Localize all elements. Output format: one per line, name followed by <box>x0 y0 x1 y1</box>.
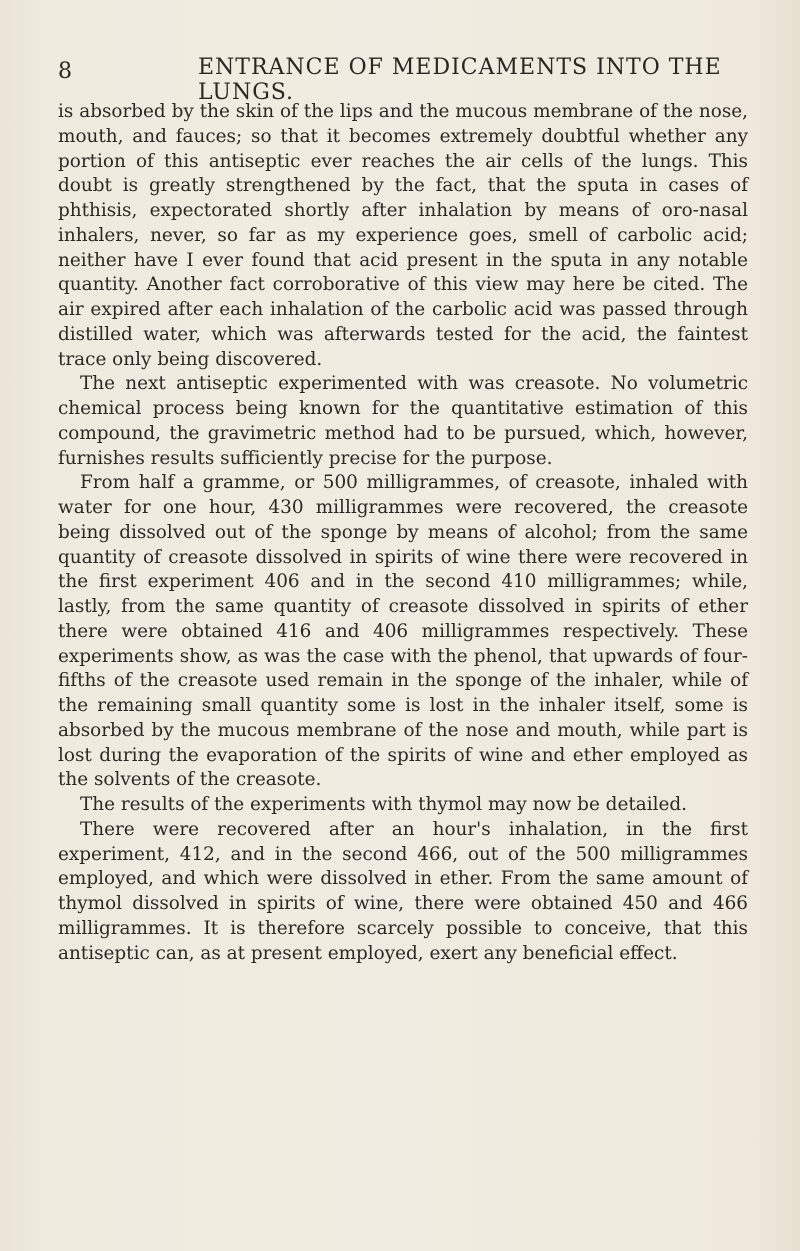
paragraph-carbolic-continued: is absorbed by the skin of the lips and the mucous membrane of the nose, mouth, and fauces; so that it becomes extremely doubtful whether any portion of this antiseptic ever reaches the air cells of the lungs. This doubt is greatly strengthened by the fact, that the sputa in cases of phthisis, expectorated shortly after inhalation by means of oro-nasal inhalers, never, so far as my experience goes, smell of carbolic acid; neither have I ever found that acid present in the sputa in any notable quantity. Another fact corroborative of this view may here be cited. The air expired after each inhalation of the carbolic acid was passed through distilled water, which was afterwards tested for the acid, the faintest trace only being discovered. <box>58 101 748 370</box>
page-number: 8 <box>58 59 72 84</box>
paragraph-thymol-results: There were recovered after an hour's inhalation, in the first experiment, 412, and in the second 466, out of the 500 milligrammes employed, and which were dissolved in ether. From the same amount of thymol dissolved in spirits of wine, there were obtained 450 and 466 milligrammes. It is therefore scarcely possible to conceive, that this antiseptic can, as at present employed, exert any beneficial effect. <box>58 818 748 964</box>
paragraph-creasote-intro: The next antiseptic experimented with was creasote. No volumetric chemical process being known for the quantitative estimation of this compound, the gravimetric method had to be pursued, which, however, furnishes results sufficiently precise for the purpose. <box>58 373 748 469</box>
paragraph-creasote-results: From half a gramme, or 500 milligrammes, of creasote, inhaled with water for one hour, 430 milligrammes were recovered, the creasote being dissolved out of the sponge by means of alcohol; from the same quantity of creasote dissolved in spirits of wine there were recovered in the first experiment 406 and in the second 410 milligrammes; while, lastly, from the same quantity of creasote dissolved in spirits of ether there were obtained 416 and 406 milligrammes respectively. These experiments show, as was the case with the phenol, that upwards of four-fifths of the creasote used remain in the sponge of the inhaler, while of the remaining small quantity some is lost in the inhaler itself, some is absorbed by the mucous membrane of the nose and mouth, while part is lost during the evaporation of the spirits of wine and ether employed as the solvents of the creasote. <box>58 472 748 791</box>
running-head: ENTRANCE OF MEDICAMENTS INTO THE LUNGS. <box>198 55 722 105</box>
page-header <box>58 55 748 105</box>
body-text <box>58 100 748 966</box>
paragraph-thymol-intro: The results of the experiments with thymol may now be detailed. <box>80 794 687 815</box>
